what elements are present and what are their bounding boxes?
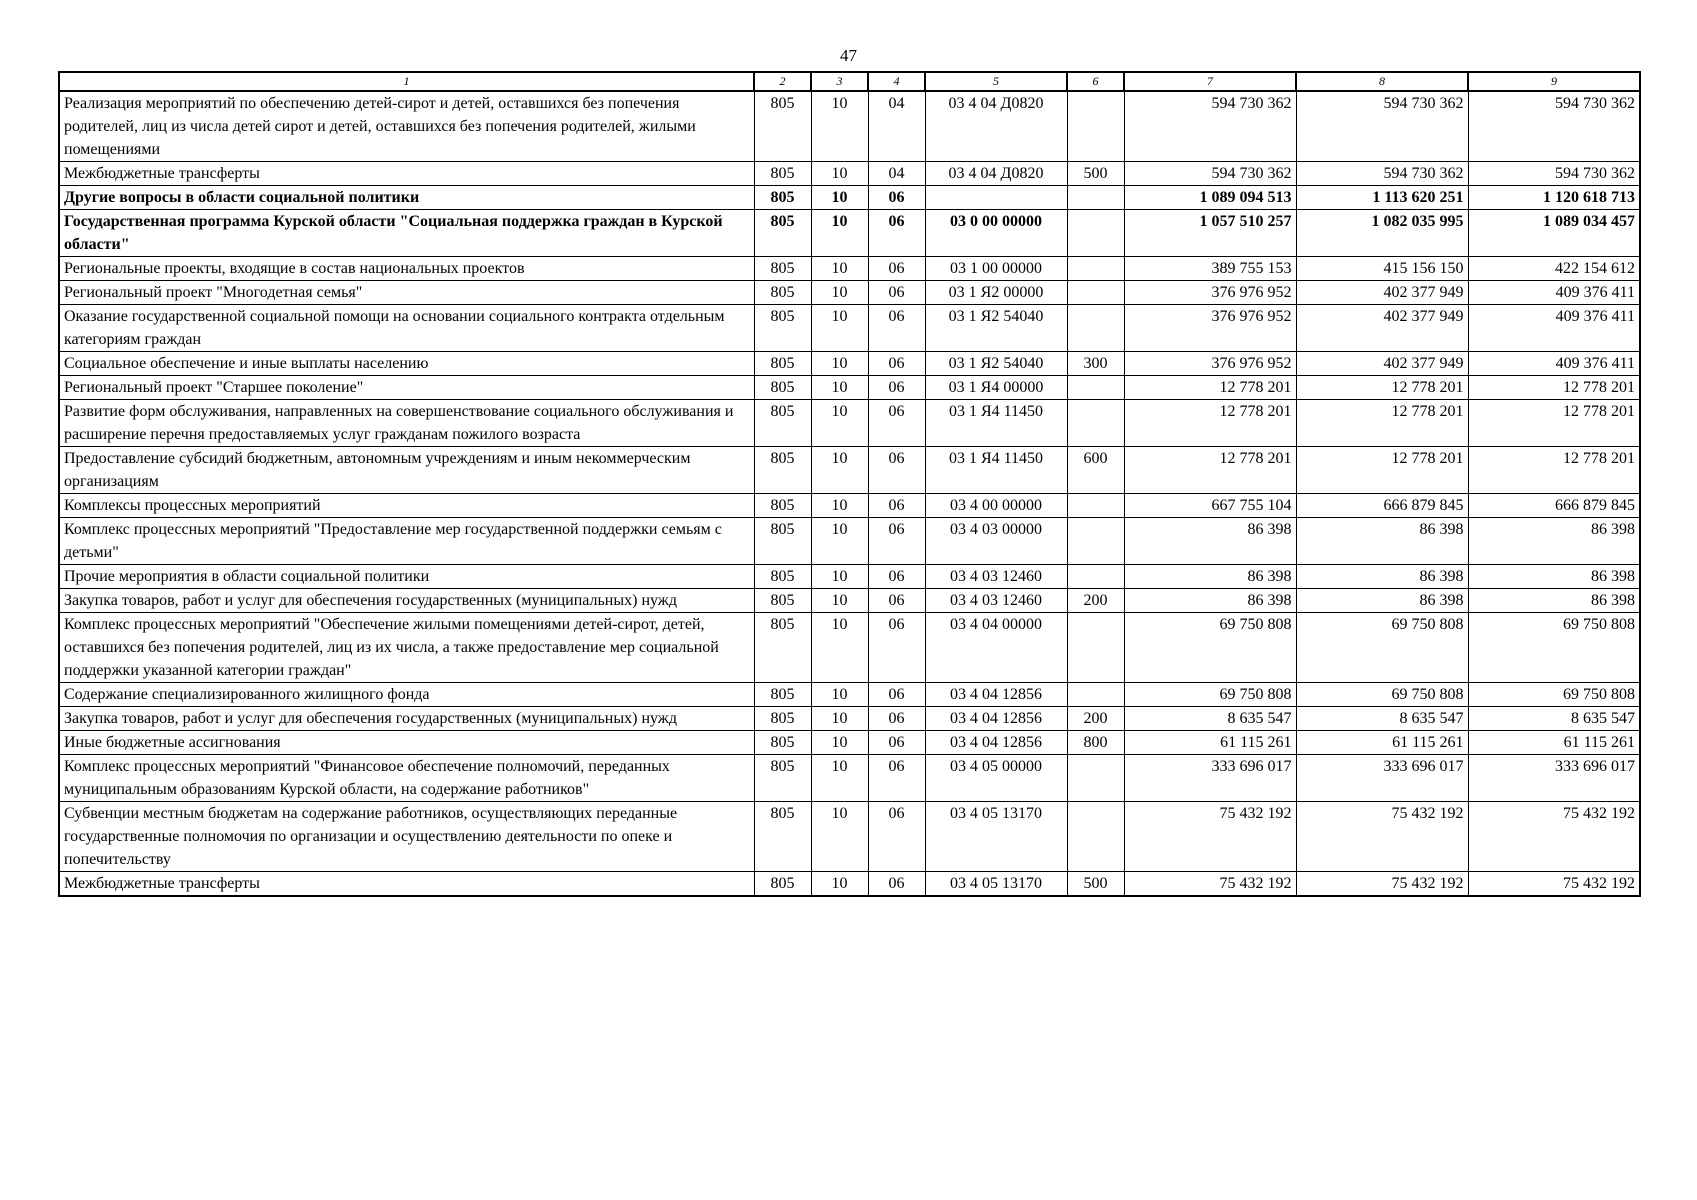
table-row	[59, 162, 1640, 186]
row-amount-year-2: 69 750 808	[1296, 683, 1468, 707]
row-subsection-code: 06	[868, 518, 925, 565]
row-target-article: 03 4 05 13170	[925, 872, 1067, 897]
row-amount-year-3: 8 635 547	[1468, 707, 1640, 731]
row-amount-year-1: 86 398	[1124, 589, 1296, 613]
row-ministry-code: 805	[754, 683, 811, 707]
row-expense-type	[1067, 400, 1124, 447]
row-description: Региональные проекты, входящие в состав национальных проектов	[59, 257, 754, 281]
row-section-code: 10	[811, 257, 868, 281]
row-subsection-code: 06	[868, 305, 925, 352]
table-row	[59, 613, 1640, 683]
row-ministry-code: 805	[754, 518, 811, 565]
row-amount-year-2: 8 635 547	[1296, 707, 1468, 731]
column-header: 7	[1124, 72, 1296, 91]
row-amount-year-3: 1 089 034 457	[1468, 210, 1640, 257]
row-description: Другие вопросы в области социальной политики	[59, 186, 754, 210]
table-row	[59, 400, 1640, 447]
row-amount-year-3: 75 432 192	[1468, 872, 1640, 897]
row-expense-type	[1067, 257, 1124, 281]
table-row	[59, 91, 1640, 162]
row-ministry-code: 805	[754, 802, 811, 872]
row-section-code: 10	[811, 186, 868, 210]
row-subsection-code: 06	[868, 802, 925, 872]
column-header: 9	[1468, 72, 1640, 91]
row-amount-year-1: 69 750 808	[1124, 683, 1296, 707]
row-amount-year-2: 1 113 620 251	[1296, 186, 1468, 210]
row-expense-type: 600	[1067, 447, 1124, 494]
row-description: Субвенции местным бюджетам на содержание работников, осуществляющих переданные государственные полномочия по организации и осуществлению деятельности по опеке и попечительству	[59, 802, 754, 872]
row-description: Комплексы процессных мероприятий	[59, 494, 754, 518]
row-target-article: 03 1 Я2 00000	[925, 281, 1067, 305]
row-target-article: 03 4 05 00000	[925, 755, 1067, 802]
row-subsection-code: 06	[868, 755, 925, 802]
row-section-code: 10	[811, 802, 868, 872]
row-section-code: 10	[811, 872, 868, 897]
row-amount-year-2: 594 730 362	[1296, 91, 1468, 162]
row-amount-year-1: 75 432 192	[1124, 872, 1296, 897]
row-ministry-code: 805	[754, 589, 811, 613]
row-expense-type	[1067, 91, 1124, 162]
row-subsection-code: 06	[868, 872, 925, 897]
row-amount-year-2: 61 115 261	[1296, 731, 1468, 755]
row-target-article: 03 4 04 12856	[925, 731, 1067, 755]
row-amount-year-3: 333 696 017	[1468, 755, 1640, 802]
row-amount-year-2: 333 696 017	[1296, 755, 1468, 802]
row-amount-year-3: 422 154 612	[1468, 257, 1640, 281]
row-amount-year-1: 376 976 952	[1124, 305, 1296, 352]
row-section-code: 10	[811, 305, 868, 352]
row-section-code: 10	[811, 613, 868, 683]
row-target-article: 03 4 03 12460	[925, 565, 1067, 589]
row-target-article: 03 1 Я4 11450	[925, 447, 1067, 494]
row-target-article: 03 4 04 00000	[925, 613, 1067, 683]
table-row	[59, 589, 1640, 613]
row-target-article: 03 4 04 12856	[925, 683, 1067, 707]
row-subsection-code: 06	[868, 376, 925, 400]
row-amount-year-3: 1 120 618 713	[1468, 186, 1640, 210]
row-description: Развитие форм обслуживания, направленных на совершенствование социального обслуживания и расширение перечня предоставляемых услуг гражданам пожилого возраста	[59, 400, 754, 447]
row-target-article: 03 0 00 00000	[925, 210, 1067, 257]
row-amount-year-1: 1 089 094 513	[1124, 186, 1296, 210]
table-row	[59, 707, 1640, 731]
row-amount-year-2: 12 778 201	[1296, 447, 1468, 494]
row-amount-year-2: 75 432 192	[1296, 802, 1468, 872]
row-subsection-code: 04	[868, 162, 925, 186]
row-subsection-code: 04	[868, 91, 925, 162]
row-target-article: 03 1 Я4 00000	[925, 376, 1067, 400]
row-description: Иные бюджетные ассигнования	[59, 731, 754, 755]
row-ministry-code: 805	[754, 186, 811, 210]
table-row	[59, 447, 1640, 494]
table-row	[59, 186, 1640, 210]
row-amount-year-1: 389 755 153	[1124, 257, 1296, 281]
row-ministry-code: 805	[754, 613, 811, 683]
row-subsection-code: 06	[868, 210, 925, 257]
table-body	[59, 91, 1640, 896]
table-row	[59, 872, 1640, 897]
row-amount-year-3: 69 750 808	[1468, 683, 1640, 707]
column-header: 5	[925, 72, 1067, 91]
row-expense-type	[1067, 613, 1124, 683]
row-section-code: 10	[811, 210, 868, 257]
row-description: Государственная программа Курской области "Социальная поддержка граждан в Курской области"	[59, 210, 754, 257]
row-description: Комплекс процессных мероприятий "Предоставление мер государственной поддержки семьям с детьми"	[59, 518, 754, 565]
row-subsection-code: 06	[868, 731, 925, 755]
table-row	[59, 210, 1640, 257]
row-target-article	[925, 186, 1067, 210]
row-description: Предоставление субсидий бюджетным, автономным учреждениям и иным некоммерческим организациям	[59, 447, 754, 494]
row-section-code: 10	[811, 755, 868, 802]
row-description: Межбюджетные трансферты	[59, 162, 754, 186]
row-amount-year-2: 12 778 201	[1296, 376, 1468, 400]
row-amount-year-1: 8 635 547	[1124, 707, 1296, 731]
budget-table	[58, 71, 1641, 897]
row-amount-year-2: 12 778 201	[1296, 400, 1468, 447]
row-expense-type	[1067, 565, 1124, 589]
row-description: Оказание государственной социальной помощи на основании социального контракта отдельным категориям граждан	[59, 305, 754, 352]
row-ministry-code: 805	[754, 400, 811, 447]
row-amount-year-1: 376 976 952	[1124, 352, 1296, 376]
row-description: Региональный проект "Многодетная семья"	[59, 281, 754, 305]
row-target-article: 03 4 04 Д0820	[925, 162, 1067, 186]
row-amount-year-3: 12 778 201	[1468, 400, 1640, 447]
row-subsection-code: 06	[868, 352, 925, 376]
row-expense-type	[1067, 755, 1124, 802]
row-subsection-code: 06	[868, 257, 925, 281]
row-expense-type	[1067, 494, 1124, 518]
column-header: 8	[1296, 72, 1468, 91]
row-expense-type: 500	[1067, 162, 1124, 186]
row-expense-type: 800	[1067, 731, 1124, 755]
row-ministry-code: 805	[754, 755, 811, 802]
row-subsection-code: 06	[868, 613, 925, 683]
row-description: Содержание специализированного жилищного фонда	[59, 683, 754, 707]
row-section-code: 10	[811, 683, 868, 707]
table-row	[59, 565, 1640, 589]
row-amount-year-2: 1 082 035 995	[1296, 210, 1468, 257]
row-expense-type	[1067, 376, 1124, 400]
row-subsection-code: 06	[868, 707, 925, 731]
table-row	[59, 518, 1640, 565]
row-expense-type	[1067, 683, 1124, 707]
table-row	[59, 281, 1640, 305]
row-amount-year-1: 75 432 192	[1124, 802, 1296, 872]
row-amount-year-2: 86 398	[1296, 589, 1468, 613]
row-expense-type	[1067, 518, 1124, 565]
row-ministry-code: 805	[754, 872, 811, 897]
row-description: Межбюджетные трансферты	[59, 872, 754, 897]
row-amount-year-1: 12 778 201	[1124, 376, 1296, 400]
row-description: Прочие мероприятия в области социальной политики	[59, 565, 754, 589]
row-amount-year-2: 402 377 949	[1296, 281, 1468, 305]
row-expense-type: 500	[1067, 872, 1124, 897]
row-section-code: 10	[811, 707, 868, 731]
row-subsection-code: 06	[868, 400, 925, 447]
table-row	[59, 683, 1640, 707]
row-section-code: 10	[811, 589, 868, 613]
row-amount-year-3: 69 750 808	[1468, 613, 1640, 683]
row-amount-year-3: 594 730 362	[1468, 91, 1640, 162]
row-amount-year-2: 402 377 949	[1296, 352, 1468, 376]
row-amount-year-3: 12 778 201	[1468, 376, 1640, 400]
row-amount-year-3: 594 730 362	[1468, 162, 1640, 186]
row-amount-year-1: 1 057 510 257	[1124, 210, 1296, 257]
column-header: 6	[1067, 72, 1124, 91]
row-ministry-code: 805	[754, 210, 811, 257]
row-expense-type	[1067, 802, 1124, 872]
row-target-article: 03 4 03 00000	[925, 518, 1067, 565]
row-amount-year-3: 12 778 201	[1468, 447, 1640, 494]
row-target-article: 03 4 03 12460	[925, 589, 1067, 613]
row-amount-year-2: 415 156 150	[1296, 257, 1468, 281]
row-section-code: 10	[811, 281, 868, 305]
row-amount-year-1: 594 730 362	[1124, 91, 1296, 162]
row-ministry-code: 805	[754, 447, 811, 494]
row-subsection-code: 06	[868, 281, 925, 305]
row-amount-year-2: 86 398	[1296, 565, 1468, 589]
row-amount-year-3: 409 376 411	[1468, 352, 1640, 376]
table-row	[59, 352, 1640, 376]
row-ministry-code: 805	[754, 376, 811, 400]
row-amount-year-3: 86 398	[1468, 589, 1640, 613]
row-amount-year-1: 376 976 952	[1124, 281, 1296, 305]
row-ministry-code: 805	[754, 257, 811, 281]
row-description: Закупка товаров, работ и услуг для обеспечения государственных (муниципальных) нужд	[59, 589, 754, 613]
row-target-article: 03 1 Я2 54040	[925, 352, 1067, 376]
table-row	[59, 755, 1640, 802]
row-expense-type	[1067, 281, 1124, 305]
row-subsection-code: 06	[868, 565, 925, 589]
row-expense-type: 200	[1067, 589, 1124, 613]
row-ministry-code: 805	[754, 91, 811, 162]
page-number: 47	[840, 46, 857, 65]
row-amount-year-1: 86 398	[1124, 518, 1296, 565]
row-subsection-code: 06	[868, 589, 925, 613]
row-target-article: 03 4 00 00000	[925, 494, 1067, 518]
row-amount-year-2: 402 377 949	[1296, 305, 1468, 352]
row-amount-year-1: 12 778 201	[1124, 400, 1296, 447]
table-row	[59, 305, 1640, 352]
row-subsection-code: 06	[868, 447, 925, 494]
row-ministry-code: 805	[754, 281, 811, 305]
row-ministry-code: 805	[754, 565, 811, 589]
row-description: Региональный проект "Старшее поколение"	[59, 376, 754, 400]
header-row	[59, 72, 1640, 91]
row-target-article: 03 4 04 12856	[925, 707, 1067, 731]
row-amount-year-1: 333 696 017	[1124, 755, 1296, 802]
row-section-code: 10	[811, 400, 868, 447]
row-expense-type: 300	[1067, 352, 1124, 376]
row-expense-type	[1067, 186, 1124, 210]
row-amount-year-3: 75 432 192	[1468, 802, 1640, 872]
row-subsection-code: 06	[868, 494, 925, 518]
row-ministry-code: 805	[754, 352, 811, 376]
row-amount-year-2: 666 879 845	[1296, 494, 1468, 518]
row-description: Социальное обеспечение и иные выплаты населению	[59, 352, 754, 376]
row-ministry-code: 805	[754, 305, 811, 352]
row-amount-year-3: 409 376 411	[1468, 305, 1640, 352]
row-amount-year-1: 667 755 104	[1124, 494, 1296, 518]
row-section-code: 10	[811, 162, 868, 186]
row-section-code: 10	[811, 352, 868, 376]
row-amount-year-2: 86 398	[1296, 518, 1468, 565]
table-row	[59, 257, 1640, 281]
row-amount-year-1: 61 115 261	[1124, 731, 1296, 755]
row-section-code: 10	[811, 731, 868, 755]
row-section-code: 10	[811, 447, 868, 494]
table-row	[59, 731, 1640, 755]
row-description: Реализация мероприятий по обеспечению детей-сирот и детей, оставшихся без попечения родителей, лиц из числа детей сирот и детей, оставшихся без попечения родителей, жилыми помещениями	[59, 91, 754, 162]
row-ministry-code: 805	[754, 707, 811, 731]
row-ministry-code: 805	[754, 162, 811, 186]
row-amount-year-2: 75 432 192	[1296, 872, 1468, 897]
row-target-article: 03 4 05 13170	[925, 802, 1067, 872]
row-ministry-code: 805	[754, 494, 811, 518]
row-amount-year-3: 86 398	[1468, 565, 1640, 589]
row-amount-year-3: 666 879 845	[1468, 494, 1640, 518]
row-target-article: 03 1 Я2 54040	[925, 305, 1067, 352]
row-section-code: 10	[811, 91, 868, 162]
row-description: Комплекс процессных мероприятий "Финансовое обеспечение полномочий, переданных муниципальным образованиям Курской области, на содержание работников"	[59, 755, 754, 802]
row-amount-year-1: 594 730 362	[1124, 162, 1296, 186]
row-amount-year-2: 594 730 362	[1296, 162, 1468, 186]
row-section-code: 10	[811, 565, 868, 589]
row-amount-year-1: 12 778 201	[1124, 447, 1296, 494]
table-row	[59, 802, 1640, 872]
row-amount-year-3: 61 115 261	[1468, 731, 1640, 755]
row-target-article: 03 4 04 Д0820	[925, 91, 1067, 162]
row-amount-year-3: 86 398	[1468, 518, 1640, 565]
row-description: Закупка товаров, работ и услуг для обеспечения государственных (муниципальных) нужд	[59, 707, 754, 731]
row-subsection-code: 06	[868, 186, 925, 210]
row-amount-year-2: 69 750 808	[1296, 613, 1468, 683]
row-section-code: 10	[811, 518, 868, 565]
column-header: 1	[59, 72, 754, 91]
row-target-article: 03 1 00 00000	[925, 257, 1067, 281]
row-amount-year-1: 69 750 808	[1124, 613, 1296, 683]
row-ministry-code: 805	[754, 731, 811, 755]
row-subsection-code: 06	[868, 683, 925, 707]
row-section-code: 10	[811, 494, 868, 518]
row-amount-year-1: 86 398	[1124, 565, 1296, 589]
row-description: Комплекс процессных мероприятий "Обеспечение жилыми помещениями детей-сирот, детей, оставшихся без попечения родителей, лиц из их числа, а также предоставление мер социальной поддержки указанной категории граждан"	[59, 613, 754, 683]
row-expense-type	[1067, 210, 1124, 257]
table-row	[59, 494, 1640, 518]
column-header: 4	[868, 72, 925, 91]
row-amount-year-3: 409 376 411	[1468, 281, 1640, 305]
column-header: 3	[811, 72, 868, 91]
row-target-article: 03 1 Я4 11450	[925, 400, 1067, 447]
row-section-code: 10	[811, 376, 868, 400]
column-header: 2	[754, 72, 811, 91]
row-expense-type: 200	[1067, 707, 1124, 731]
table-row	[59, 376, 1640, 400]
row-expense-type	[1067, 305, 1124, 352]
